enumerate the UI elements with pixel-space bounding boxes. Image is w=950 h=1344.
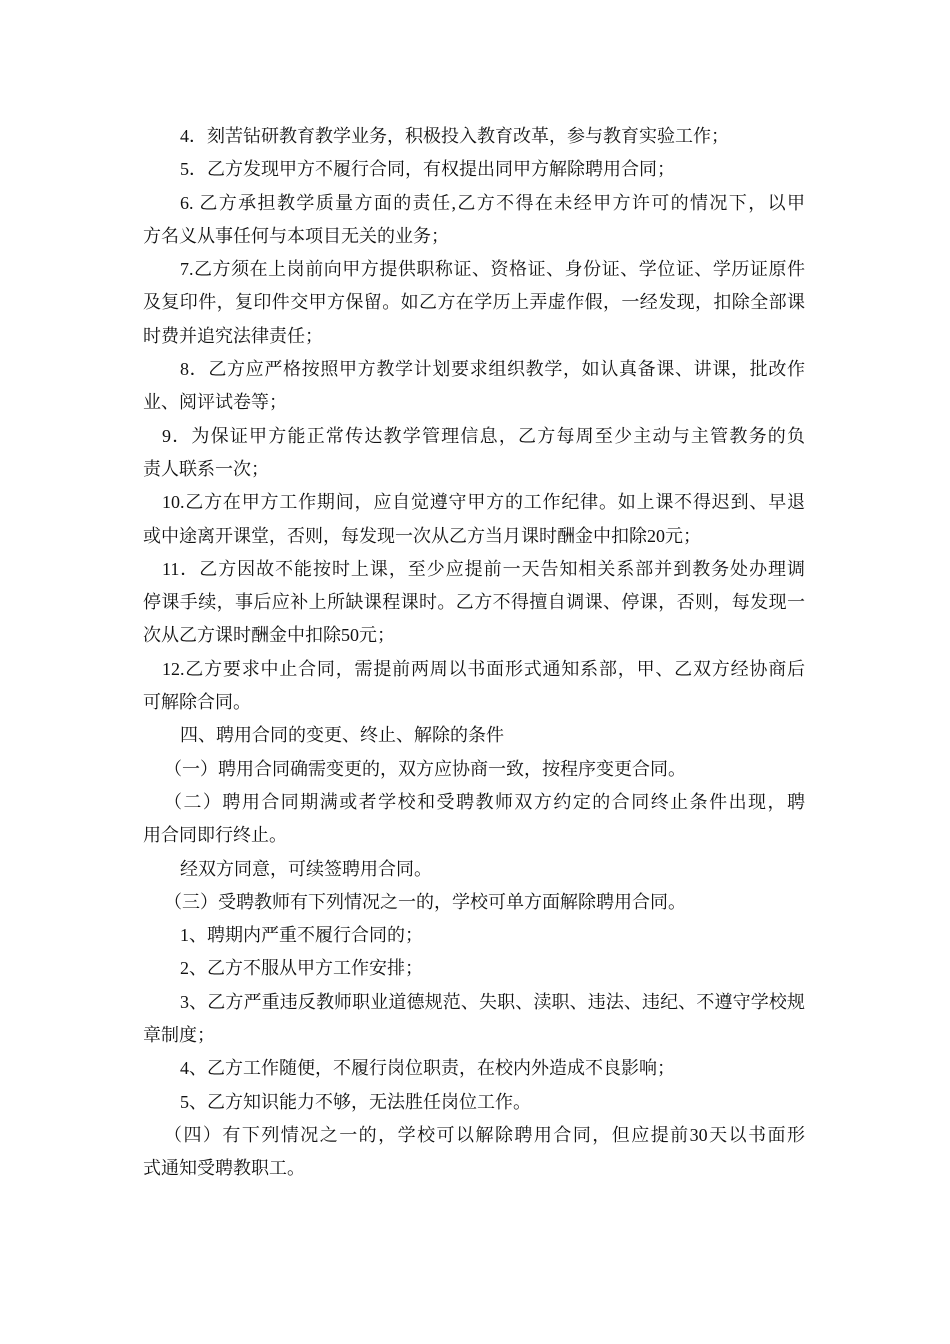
paragraph (143, 886, 805, 919)
text-line: 式通知受聘教职工。 (143, 1158, 305, 1179)
paragraph (143, 719, 805, 752)
text-line: 时费并追究法律责任； (143, 325, 323, 346)
text-line: 11．乙方因故不能按时上课，至少应提前一天告知相关系部并到教务处办理调 (162, 558, 805, 579)
text-line: 四、聘用合同的变更、终止、解除的条件 (180, 725, 504, 746)
paragraph (143, 1052, 805, 1085)
paragraph (143, 653, 805, 720)
text-line: 章制度； (143, 1025, 215, 1046)
paragraph (143, 253, 805, 353)
text-line: 4．刻苦钻研教育教学业务，积极投入教育改革，参与教育实验工作； (180, 126, 729, 146)
text-line: 方名义从事任何与本项目无关的业务； (143, 225, 449, 246)
text-line: （四）有下列情况之一的，学校可以解除聘用合同，但应提前30天以书面形 (164, 1124, 805, 1145)
paragraph (143, 853, 805, 886)
paragraph (143, 986, 805, 1053)
paragraph (143, 486, 805, 553)
paragraph (143, 753, 805, 786)
text-line: 次从乙方课时酬金中扣除50元； (143, 625, 395, 646)
text-line: 责人联系一次； (143, 458, 269, 479)
text-line: 经双方同意，可续签聘用合同。 (180, 858, 432, 879)
text-line: 停课手续，事后应补上所缺课程课时。乙方不得擅自调课、停课，否则，每发现一 (143, 592, 805, 613)
text-line: 4、乙方工作随便，不履行岗位职责，在校内外造成不良影响； (180, 1058, 675, 1079)
text-line: 可解除合同。 (143, 692, 251, 713)
text-line: （二）聘用合同期满或者学校和受聘教师双方约定的合同终止条件出现，聘 (164, 791, 805, 812)
text-line: 12.乙方要求中止合同，需提前两周以书面形式通知系部，甲、乙双方经协商后 (162, 658, 805, 679)
paragraph (143, 1086, 805, 1119)
paragraph (143, 786, 805, 853)
paragraph (143, 952, 805, 985)
text-line: 或中途离开课堂，否则，每发现一次从乙方当月课时酬金中扣除20元； (143, 525, 701, 546)
text-line: 7.乙方须在上岗前向甲方提供职称证、资格证、身份证、学位证、学历证原件 (180, 259, 805, 280)
paragraph (143, 553, 805, 653)
document-page (143, 120, 805, 1186)
text-line: 及复印件，复印件交甲方保留。如乙方在学历上弄虚作假，一经发现，扣除全部课 (143, 292, 805, 313)
text-line: 3、乙方严重违反教师职业道德规范、失职、渎职、违法、违纪、不遵守学校规 (180, 991, 805, 1012)
text-line: （一）聘用合同确需变更的，双方应协商一致，按程序变更合同。 (164, 758, 686, 779)
text-line: 5、乙方知识能力不够，无法胜任岗位工作。 (180, 1091, 531, 1112)
paragraph (143, 187, 805, 254)
paragraph (143, 919, 805, 952)
text-line: 9．为保证甲方能正常传达教学管理信息，乙方每周至少主动与主管教务的负 (162, 425, 805, 446)
paragraph (143, 153, 805, 186)
paragraph (143, 120, 805, 153)
paragraph (143, 353, 805, 420)
paragraph (143, 1119, 805, 1186)
paragraph (143, 420, 805, 487)
text-line: 10.乙方在甲方工作期间，应自觉遵守甲方的工作纪律。如上课不得迟到、早退 (162, 492, 805, 513)
text-line: 8．乙方应严格按照甲方教学计划要求组织教学，如认真备课、讲课，批改作 (180, 359, 805, 380)
text-line: 6. 乙方承担教学质量方面的责任,乙方不得在未经甲方许可的情况下，以甲 (180, 192, 805, 213)
text-line: 5．乙方发现甲方不履行合同，有权提出同甲方解除聘用合同； (180, 159, 675, 180)
text-line: 1、聘期内严重不履行合同的； (180, 925, 423, 946)
text-line: （三）受聘教师有下列情况之一的，学校可单方面解除聘用合同。 (164, 891, 686, 912)
text-line: 业、阅评试卷等； (143, 392, 287, 413)
text-line: 2、乙方不服从甲方工作安排； (180, 958, 423, 979)
text-line: 用合同即行终止。 (143, 825, 287, 846)
